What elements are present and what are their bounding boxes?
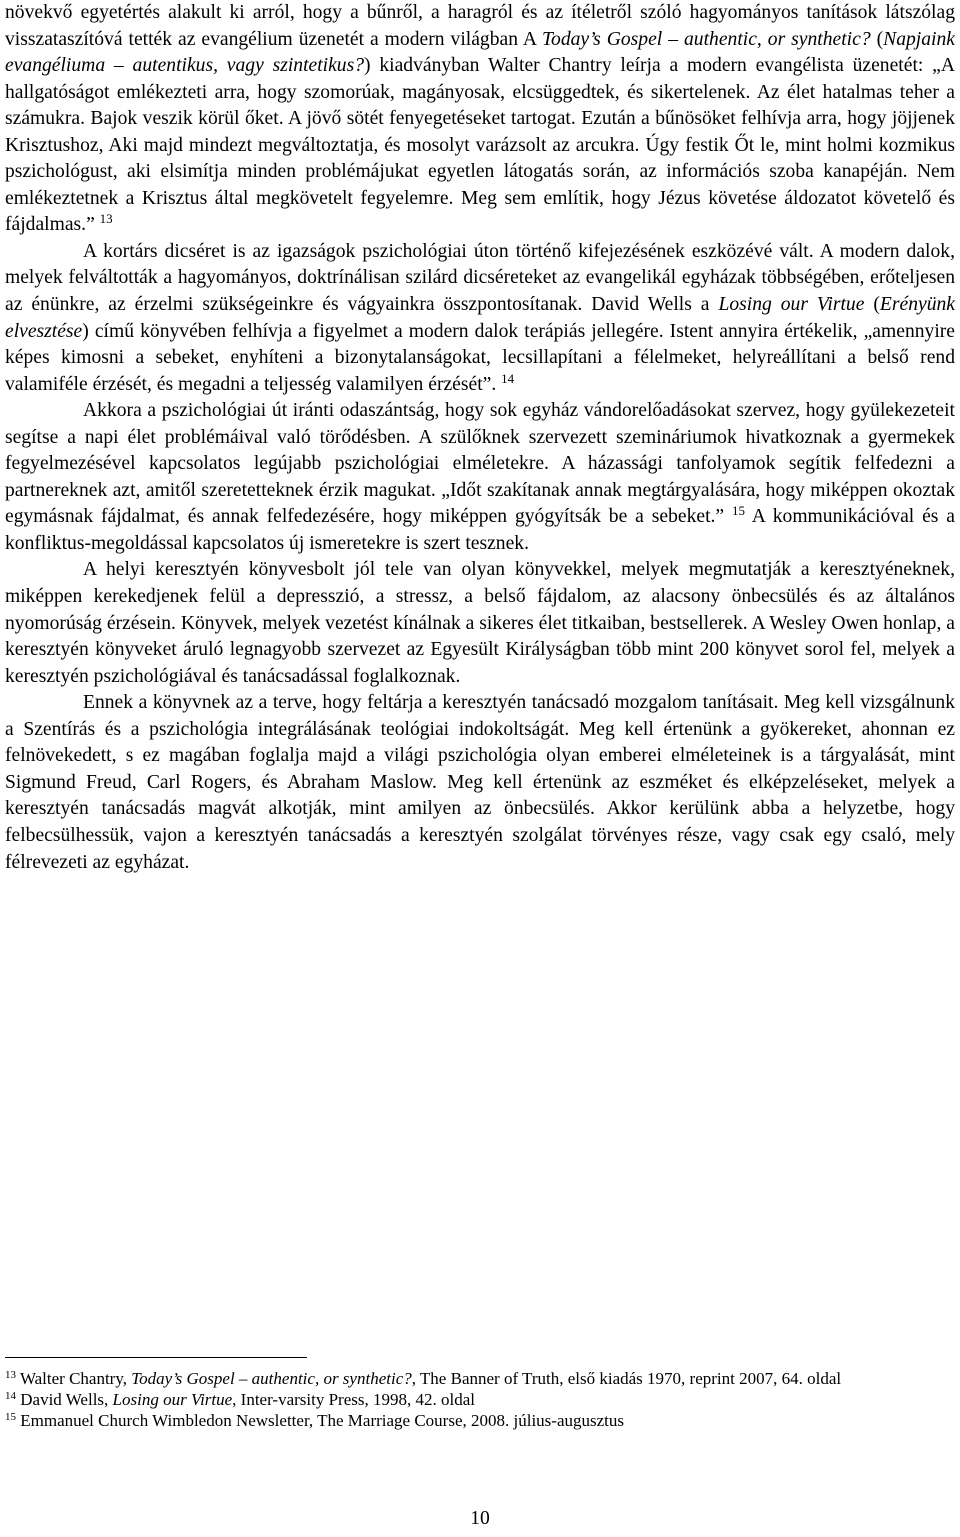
text-run: Akkora a pszichológiai út iránti odaszántság, hogy sok egyház vándorelőadásokat szervez, hogy gyülekezeteit segítse a napi élet problémáival való törődésben. A szülőknek szervezett szemináriumok hivatkoznak a gyermekek fegyelmezésével kapcsolatos legújabb pszichológiai elméletekre. A házassági tanfolyamok segítik felfedezni a partnereknek azt, amitől szeretetteknek érzik magukat. „Időt szakítanak annak megtárgyalására, hogy miképpen okoztak egymásnak fájdalmat, és annak felfedezésére, hogy miképpen gyógyítsák be a sebeket.” — [5, 400, 955, 528]
footnote — [5, 1368, 955, 1389]
italic-text: Losing our Virtue — [112, 1390, 233, 1409]
footnote-reference: 14 — [501, 370, 515, 386]
body-text — [5, 0, 955, 876]
footnote — [5, 1410, 955, 1431]
footnote-number: 13 — [5, 1369, 16, 1381]
text-run: ( — [864, 294, 880, 316]
text-run: Ennek a könyvnek az a terve, hogy feltárja a keresztyén tanácsadó mozgalom tanításait. Meg kell vizsgálnunk a Szentírás és a pszichológia integrálásának teológiai indokoltságát. Meg kell értenünk a gyökereket, ahonnan ez felnövekedett, s ez magában foglalja majd a világi pszichológia olyan emberei elméleteinek is a tárgyalását, mint Sigmund Freud, Carl Rogers, és Abraham Maslow. Meg kell értenünk az eszméket és elképzeléseket, melyek a keresztyén tanácsadás magvát alkotják, mint amilyen az önbecsülés. Akkor kerülünk abba a helyzetbe, hogy felbecsülhessük, vajon a keresztyén tanácsadás a keresztyén szolgálat törvényes része, vagy csak egy csaló, mely félrevezeti az egyházat. — [5, 692, 955, 873]
text-run: David Wells, — [16, 1390, 113, 1409]
paragraph — [5, 0, 955, 239]
page-number: 10 — [470, 1508, 490, 1529]
text-run: A helyi keresztyén könyvesbolt jól tele van olyan könyvekkel, melyek megmutatják a keresztyéneknek, miképpen kerekedjenek felül a depresszió, a stressz, a belső fájdalom, az alacsony önbecsülés és az általános nyomorúság érzésein. Könyvek, melyek vezetést kínálnak a sikeres élet titkaiban, bestsellerek. A Wesley Owen honlap, a keresztyén könyveket áruló legnagyobb szervezet az Egyesült Királyságban több mint 200 könyvet sorol fel, melyek a keresztyén pszichológiával és tanácsadással foglalkoznak. — [5, 559, 955, 687]
footnote-separator — [5, 1357, 307, 1358]
text-run: növekvő egyetértés alakult ki arról, hogy a bűnről, a haragról és az ítéletről szóló hagyományos tanítások látszólag visszataszítóvá tették az evangélium üzenetét a modern világban A — [5, 2, 955, 50]
footnote-reference: 13 — [99, 211, 113, 227]
text-run: , The Banner of Truth, első kiadás 1970, reprint 2007, 64. oldal — [411, 1369, 842, 1388]
italic-text: Today’s Gospel – authentic, or synthetic? — [541, 28, 871, 50]
italic-text: Today’s Gospel – authentic, or synthetic? — [131, 1369, 412, 1388]
footnotes — [5, 1368, 955, 1431]
text-run: ( — [870, 28, 884, 50]
italic-text: Napjaink evangéliuma – autentikus, vagy szintetikus? — [5, 28, 955, 77]
text-run: ) című könyvében felhívja a figyelmet a modern dalok terápiás jellegére. Istent annyira értékelik, „amennyire képes kimosni a sebeket, enyhíteni a bizonytalanságokat, lecsillapítani a félelmeket, helyreállítani a belső rend valamiféle érzését, és megadni a teljesség valamilyen érzését”. — [5, 320, 955, 395]
footnote-number: 15 — [5, 1411, 16, 1423]
paragraph — [5, 239, 955, 398]
footnote-number: 14 — [5, 1390, 16, 1402]
footnote-reference: 15 — [731, 503, 745, 519]
paragraph — [5, 690, 955, 876]
text-run: Emmanuel Church Wimbledon Newsletter, The Marriage Course, 2008. július-augusztus — [16, 1411, 624, 1430]
paragraph — [5, 398, 955, 557]
paragraph — [5, 557, 955, 690]
text-run: A kommunikációval és a konfliktus-megoldással kapcsolatos új ismeretekre is szert tesznek. — [5, 506, 955, 554]
text-run: , Inter-varsity Press, 1998, 42. oldal — [232, 1390, 475, 1409]
text-run: Walter Chantry, — [16, 1369, 132, 1388]
italic-text: Losing our Virtue — [718, 294, 865, 316]
text-run: A kortárs dicséret is az igazságok pszichológiai úton történő kifejezésének eszközévé vált. A modern dalok, melyek felváltották a hagyományos, doktrínálisan szilárd dicséreteket az evangelikál egyházak többségében, erőteljesen az énünkre, az érzelmi szükségeinkre és vágyainkra összpontosítanak. David Wells a — [5, 240, 955, 316]
text-run: ) kiadványban Walter Chantry leírja a modern evangélista üzenetét: „A hallgatóságot emlékezteti arra, hogy szomorúak, magányosak, elcsüggedtek, és sikertelenek. Az élet hatalmas teher a számukra. Bajok veszik körül őket. A jövő sötét fenyegetéseket tartogat. Ezután a bűnösöket felhívja arra, hogy jöjjenek Krisztushoz, Aki majd mindezt megváltoztatja, és mosolyt varázsolt az arcukra. Úgy festik Őt le, mint holmi kozmikus pszichológust, aki elsimítja minden problémájukat egyetlen látogatás során, az információs szoba kanapéján. Nem emlékeztetnek a Krisztus által megkövetelt fegyelemre. Meg sem említik, hogy Jézus követése áldozatot követelő és fájdalmas.” — [5, 55, 955, 236]
footnote — [5, 1389, 955, 1410]
italic-text: Erényünk elvesztése — [5, 294, 955, 342]
